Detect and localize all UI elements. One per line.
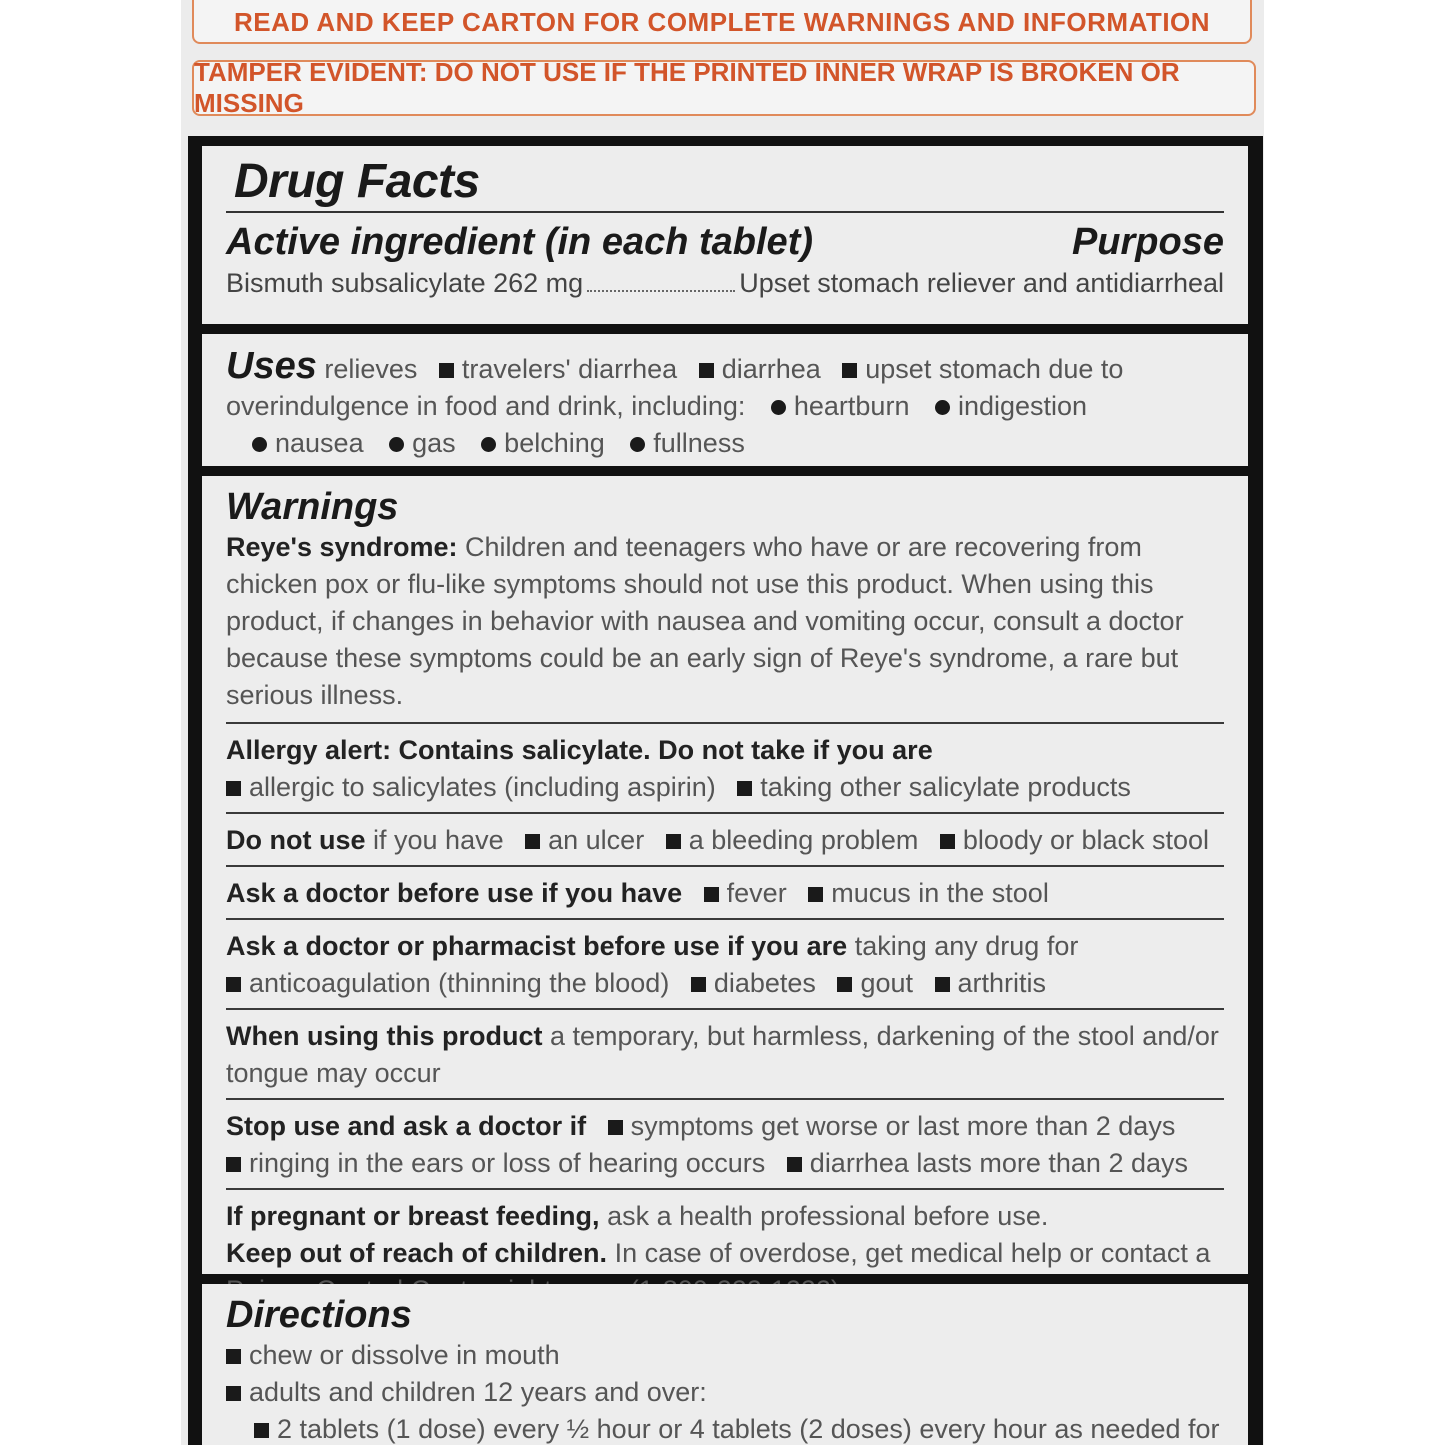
drug-label [181, 0, 1264, 1445]
allergy-item: taking other salicylate products [760, 772, 1131, 802]
dot-leader [587, 290, 735, 292]
divider [226, 211, 1224, 213]
when-using-text: a temporary, but harmless, darkening of the stool and/or tongue may occur [226, 1021, 1219, 1088]
direction-text: chew or dissolve in mouth [249, 1340, 560, 1370]
bullet-square-icon [691, 977, 706, 992]
active-ingredient-heading: Active ingredient (in each tablet) [226, 221, 813, 263]
bullet-square-icon [935, 977, 950, 992]
directions-title: Directions [226, 1294, 412, 1336]
ask-pharmacist-lead: Ask a doctor or pharmacist before use if you are [226, 931, 848, 961]
bullet-square-icon [525, 834, 540, 849]
ask-doctor-item: mucus in the stool [831, 878, 1049, 908]
ingredient-row [226, 268, 1224, 299]
use-sub-item: nausea [275, 428, 364, 458]
bullet-square-icon [254, 1423, 269, 1438]
ingredient-name: Bismuth subsalicylate 262 mg [226, 268, 584, 298]
do-not-use-intro: if you have [373, 825, 504, 855]
when-using-lead: When using this product [226, 1021, 543, 1051]
tamper-notice [192, 57, 1256, 118]
keep-out-text: In case of overdose, get medical help or contact a [614, 1238, 1211, 1268]
use-sub-item: belching [504, 428, 605, 458]
bullet-square-icon [837, 977, 852, 992]
ask-pharmacist-intro: taking any drug for [854, 931, 1079, 961]
do-not-use-item: a bleeding problem [688, 825, 919, 855]
stop-use [226, 1100, 1224, 1188]
purpose-heading: Purpose [1071, 221, 1224, 263]
ask-pharmacist-item: arthritis [957, 968, 1047, 998]
bullet-dot-icon [252, 437, 267, 452]
pregnancy-lead: If pregnant or breast feeding, [226, 1201, 600, 1231]
uses-line-1 [226, 345, 1224, 388]
ask-pharmacist-item: gout [860, 968, 913, 998]
ask-pharmacist-item: diabetes [713, 968, 816, 998]
allergy-alert [226, 724, 1224, 812]
carton-notice [192, 0, 1252, 44]
reye-warning [226, 529, 1224, 722]
stop-use-item: symptoms get worse or last more than 2 days [630, 1111, 1176, 1141]
do-not-use-item: bloody or black stool [962, 825, 1210, 855]
uses-continuation: overindulgence in food and drink, including: [226, 391, 746, 421]
use-sub-item: indigestion [957, 391, 1088, 421]
ask-pharmacist [226, 920, 1224, 1008]
do-not-use-item: an ulcer [548, 825, 645, 855]
bullet-square-icon [226, 1157, 241, 1172]
bullet-dot-icon [481, 437, 496, 452]
use-sub-item: heartburn [793, 391, 910, 421]
reye-text: Children and teenagers who have or are recovering from chicken pox or flu-like symptoms should not use this product. When using this product, if changes in behavior with nausea and vomiting occur, consult a doctor because these symptoms could be an early sign of Reye's syndrome, a rare but serious illness. [226, 532, 1184, 710]
bullet-square-icon [699, 363, 714, 378]
direction-sub-text: 2 tablets (1 dose) every ½ hour or 4 tablets (2 doses) every hour as needed for [277, 1414, 1220, 1444]
drug-facts-title: Drug Facts [234, 155, 480, 208]
reye-lead: Reye's syndrome: [226, 532, 458, 562]
bullet-square-icon [842, 363, 857, 378]
ask-doctor-item: fever [726, 878, 787, 908]
bullet-square-icon [608, 1120, 623, 1135]
bullet-square-icon [787, 1157, 802, 1172]
bullet-square-icon [737, 781, 752, 796]
bullet-dot-icon [771, 400, 786, 415]
allergy-item: allergic to salicylates (including aspirin) [249, 772, 716, 802]
keep-out-lead: Keep out of reach of children. [226, 1238, 608, 1268]
uses-intro: relieves [324, 354, 418, 384]
uses-line-2 [226, 388, 1224, 425]
use-item: diarrhea [721, 354, 821, 384]
drug-facts-box [188, 136, 1263, 1445]
use-sub-item: gas [412, 428, 456, 458]
use-item: travelers' diarrhea [461, 354, 678, 384]
stop-use-item: diarrhea lasts more than 2 days [809, 1148, 1188, 1178]
direction-item [226, 1374, 1224, 1411]
bullet-square-icon [439, 363, 454, 378]
directions-panel [202, 1284, 1248, 1445]
bullet-square-icon [704, 887, 719, 902]
allergy-lead: Allergy alert: Contains salicylate. Do not take if you are [226, 735, 933, 765]
bullet-square-icon [226, 1349, 241, 1364]
stop-use-item: ringing in the ears or loss of hearing occurs [249, 1148, 766, 1178]
ask-doctor [226, 867, 1224, 918]
bullet-square-icon [226, 1386, 241, 1401]
use-item: upset stomach due to [865, 354, 1124, 384]
use-sub-item: fullness [653, 428, 745, 458]
active-ingredient-header [226, 221, 1224, 264]
carton-notice-text: READ AND KEEP CARTON FOR COMPLETE WARNINGS AND INFORMATION [233, 6, 1211, 37]
tamper-notice-text: TAMPER EVIDENT: DO NOT USE IF THE PRINTED INNER WRAP IS BROKEN OR MISSING [194, 57, 1180, 118]
warnings-title: Warnings [226, 486, 399, 528]
direction-item [226, 1337, 1224, 1374]
warnings-panel [202, 476, 1248, 1274]
pregnancy-text: ask a health professional before use. [607, 1201, 1049, 1231]
uses-panel [202, 334, 1248, 466]
bullet-dot-icon [935, 400, 950, 415]
bullet-dot-icon [630, 437, 645, 452]
ingredient-purpose: Upset stomach reliever and antidiarrheal [739, 268, 1224, 298]
bullet-square-icon [666, 834, 681, 849]
drug-facts-header-panel [202, 146, 1248, 324]
bullet-square-icon [808, 887, 823, 902]
when-using [226, 1010, 1224, 1098]
bullet-dot-icon [389, 437, 404, 452]
bullet-square-icon [226, 977, 241, 992]
stop-use-lead: Stop use and ask a doctor if [226, 1111, 587, 1141]
uses-title: Uses [226, 345, 317, 387]
ask-pharmacist-item: anticoagulation (thinning the blood) [249, 968, 670, 998]
do-not-use-lead: Do not use [226, 825, 366, 855]
direction-sub-item [226, 1411, 1224, 1445]
do-not-use [226, 814, 1224, 865]
bullet-square-icon [940, 834, 955, 849]
ask-doctor-lead: Ask a doctor before use if you have [226, 878, 683, 908]
direction-text: adults and children 12 years and over: [249, 1377, 707, 1407]
bullet-square-icon [226, 781, 241, 796]
uses-line-3 [226, 425, 1224, 462]
